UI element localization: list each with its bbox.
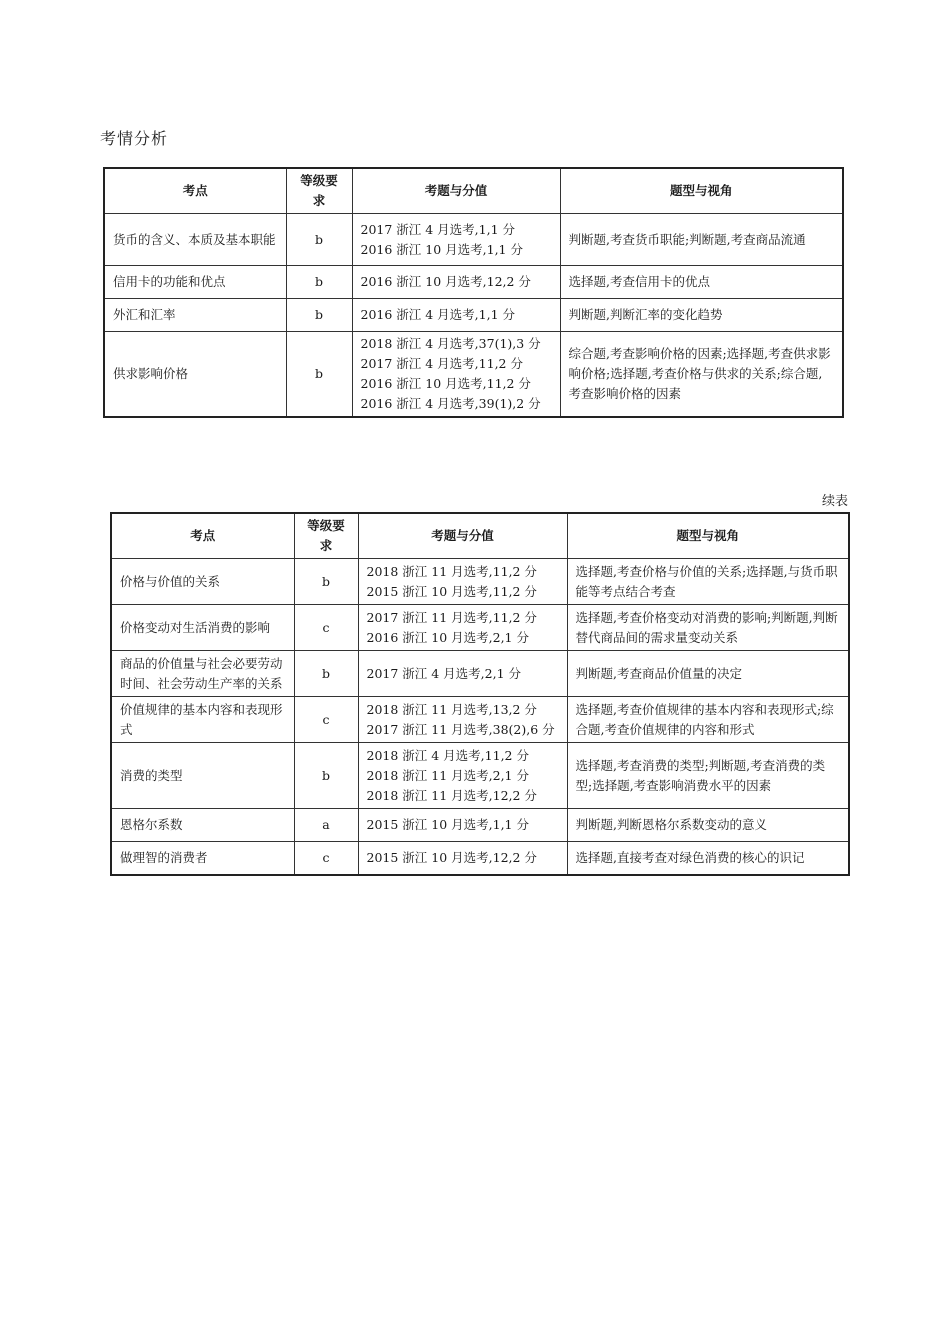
view-cell: 选择题,考查信用卡的优点 bbox=[560, 266, 843, 299]
exam-analysis-table bbox=[103, 167, 844, 418]
view-cell: 判断题,判断汇率的变化趋势 bbox=[560, 299, 843, 332]
level-cell: c bbox=[294, 842, 358, 875]
view-cell: 选择题,考查价格变动对消费的影响;判断题,判断替代商品间的需求量变动关系 bbox=[567, 605, 849, 651]
header-view: 题型与视角 bbox=[567, 513, 849, 559]
level-cell: b bbox=[294, 651, 358, 697]
topic-cell: 价格与价值的关系 bbox=[111, 559, 294, 605]
table-row bbox=[111, 809, 849, 842]
topic-cell: 货币的含义、本质及基本职能 bbox=[104, 214, 286, 266]
topic-cell: 信用卡的功能和优点 bbox=[104, 266, 286, 299]
table-row bbox=[111, 743, 849, 809]
exam-entry: 2017 浙江 11 月选考,38(2),6 分 bbox=[366, 721, 555, 737]
view-cell: 综合题,考查影响价格的因素;选择题,考查供求影响价格;选择题,考查价格与供求的关系;综合题,考查影响价格的因素 bbox=[560, 332, 843, 418]
exam-entry: 2017 浙江 4 月选考,2,1 分 bbox=[366, 665, 522, 681]
level-cell: b bbox=[286, 332, 352, 418]
exams-cell bbox=[358, 743, 567, 809]
exams-cell bbox=[358, 842, 567, 875]
level-cell: a bbox=[294, 809, 358, 842]
exams-cell bbox=[352, 214, 560, 266]
header-exams: 考题与分值 bbox=[358, 513, 567, 559]
table-header-row bbox=[111, 513, 849, 559]
exam-entry: 2018 浙江 4 月选考,37(1),3 分 bbox=[360, 336, 541, 351]
table-row bbox=[104, 266, 843, 299]
exam-entry: 2016 浙江 10 月选考,11,2 分 bbox=[360, 376, 531, 391]
exam-analysis-table-continued bbox=[110, 512, 850, 876]
view-cell: 判断题,考查货币职能;判断题,考查商品流通 bbox=[560, 214, 843, 266]
exam-entry: 2018 浙江 11 月选考,13,2 分 bbox=[366, 701, 537, 717]
view-cell: 选择题,直接考查对绿色消费的核心的识记 bbox=[567, 842, 849, 875]
exams-cell bbox=[358, 809, 567, 842]
table-header-row bbox=[104, 168, 843, 214]
table-row bbox=[111, 842, 849, 875]
table-row bbox=[111, 651, 849, 697]
table-row bbox=[104, 299, 843, 332]
exams-cell bbox=[358, 697, 567, 743]
level-cell: b bbox=[286, 299, 352, 332]
table-body bbox=[111, 559, 849, 875]
table-row bbox=[111, 559, 849, 605]
topic-cell: 消费的类型 bbox=[111, 743, 294, 809]
level-cell: c bbox=[294, 697, 358, 743]
exam-entry: 2018 浙江 4 月选考,11,2 分 bbox=[366, 747, 529, 763]
exams-cell bbox=[352, 332, 560, 418]
topic-cell: 外汇和汇率 bbox=[104, 299, 286, 332]
exam-entry: 2016 浙江 10 月选考,1,1 分 bbox=[360, 241, 523, 257]
header-topic: 考点 bbox=[111, 513, 294, 559]
view-cell: 选择题,考查价值规律的基本内容和表现形式;综合题,考查价值规律的内容和形式 bbox=[567, 697, 849, 743]
level-cell: b bbox=[286, 266, 352, 299]
header-level: 等级要求 bbox=[294, 513, 358, 559]
exams-cell bbox=[358, 651, 567, 697]
level-cell: b bbox=[294, 743, 358, 809]
level-cell: b bbox=[294, 559, 358, 605]
topic-cell: 供求影响价格 bbox=[104, 332, 286, 418]
exam-entry: 2018 浙江 11 月选考,12,2 分 bbox=[366, 787, 537, 803]
table-row bbox=[111, 605, 849, 651]
exam-entry: 2015 浙江 10 月选考,11,2 分 bbox=[366, 583, 537, 599]
exams-cell bbox=[358, 605, 567, 651]
view-cell: 判断题,判断恩格尔系数变动的意义 bbox=[567, 809, 849, 842]
view-cell: 判断题,考查商品价值量的决定 bbox=[567, 651, 849, 697]
topic-cell: 价格变动对生活消费的影响 bbox=[111, 605, 294, 651]
exam-entry: 2016 浙江 4 月选考,1,1 分 bbox=[360, 307, 516, 322]
header-view: 题型与视角 bbox=[560, 168, 843, 214]
view-cell: 选择题,考查消费的类型;判断题,考查消费的类型;选择题,考查影响消费水平的因素 bbox=[567, 743, 849, 809]
exam-entry: 2016 浙江 4 月选考,39(1),2 分 bbox=[360, 396, 541, 411]
header-level: 等级要求 bbox=[286, 168, 352, 214]
exam-entry: 2016 浙江 10 月选考,12,2 分 bbox=[360, 274, 531, 289]
view-cell: 选择题,考查价格与价值的关系;选择题,与货币职能等考点结合考查 bbox=[567, 559, 849, 605]
exam-entry: 2018 浙江 11 月选考,2,1 分 bbox=[366, 767, 529, 783]
exams-cell bbox=[358, 559, 567, 605]
level-cell: c bbox=[294, 605, 358, 651]
section-title: 考情分析 bbox=[100, 129, 169, 148]
table-row bbox=[111, 697, 849, 743]
exam-entry: 2018 浙江 11 月选考,11,2 分 bbox=[366, 563, 537, 579]
exams-cell bbox=[352, 266, 560, 299]
topic-cell: 恩格尔系数 bbox=[111, 809, 294, 842]
table-body bbox=[104, 214, 843, 418]
exam-entry: 2017 浙江 4 月选考,1,1 分 bbox=[360, 221, 516, 237]
topic-cell: 做理智的消费者 bbox=[111, 842, 294, 875]
exam-entry: 2015 浙江 10 月选考,1,1 分 bbox=[366, 817, 529, 832]
table-row bbox=[104, 214, 843, 266]
level-cell: b bbox=[286, 214, 352, 266]
exam-entry: 2017 浙江 11 月选考,11,2 分 bbox=[366, 609, 537, 625]
topic-cell: 价值规律的基本内容和表现形式 bbox=[111, 697, 294, 743]
exam-entry: 2016 浙江 10 月选考,2,1 分 bbox=[366, 629, 529, 645]
exam-entry: 2017 浙江 4 月选考,11,2 分 bbox=[360, 356, 523, 371]
topic-cell: 商品的价值量与社会必要劳动时间、社会劳动生产率的关系 bbox=[111, 651, 294, 697]
exam-entry: 2015 浙江 10 月选考,12,2 分 bbox=[366, 849, 537, 865]
header-exams: 考题与分值 bbox=[352, 168, 560, 214]
table-row bbox=[104, 332, 843, 418]
exams-cell bbox=[352, 299, 560, 332]
header-topic: 考点 bbox=[104, 168, 286, 214]
continued-label: 续表 bbox=[822, 494, 849, 509]
